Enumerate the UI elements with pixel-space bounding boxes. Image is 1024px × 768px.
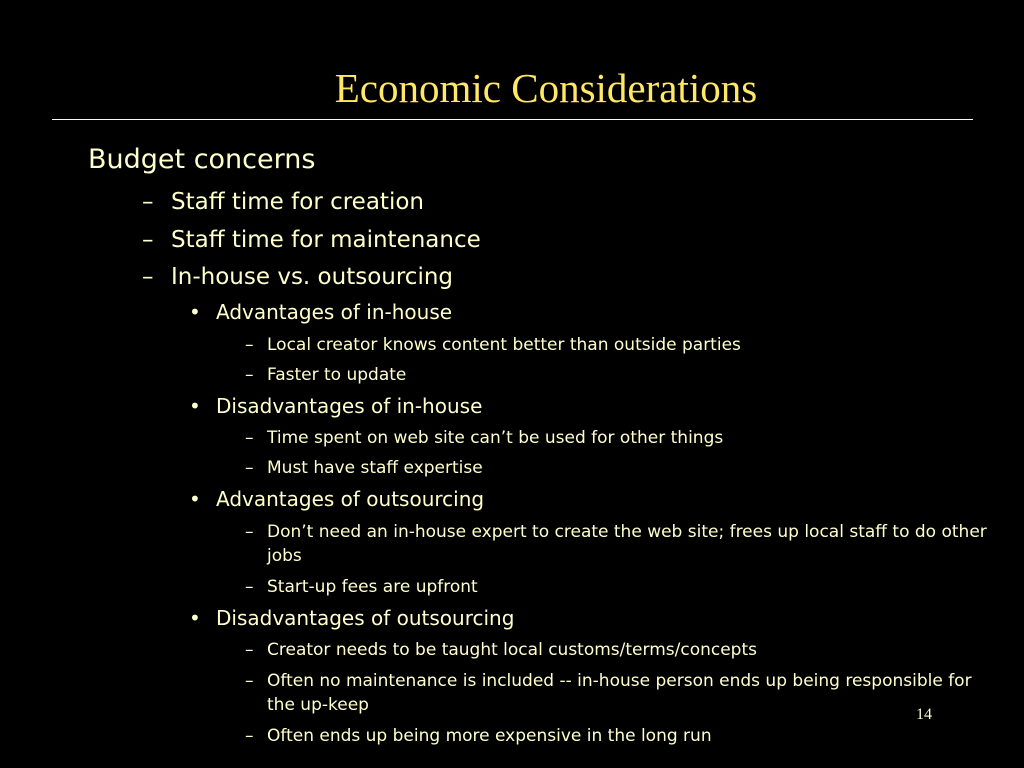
- point-text: Creator needs to be taught local customs/terms/concepts: [267, 640, 757, 660]
- section-advantages-inhouse: [189, 300, 452, 325]
- point-no-maintenance: [245, 669, 997, 717]
- point-text: Start-up fees are upfront: [267, 577, 478, 597]
- point-staff-expertise: [245, 456, 483, 480]
- point-text: Faster to update: [267, 365, 407, 385]
- section-disadvantages-outsourcing: [189, 606, 514, 631]
- dash-marker: –: [142, 227, 154, 253]
- point-text: Often no maintenance is included -- in-house person ends up being responsible for the up-keep: [267, 671, 972, 715]
- subbullet-text: Staff time for creation: [171, 189, 424, 215]
- point-more-expensive: [245, 724, 712, 748]
- subbullet-inhouse-vs-outsourcing: [142, 263, 453, 291]
- subbullet-text: Staff time for maintenance: [171, 227, 481, 253]
- point-text: Must have staff expertise: [267, 458, 483, 478]
- dash-marker: –: [245, 640, 254, 660]
- bullet-dot-icon: •: [189, 300, 201, 324]
- dash-marker: –: [245, 726, 254, 746]
- bullet-text: Budget concerns: [88, 144, 316, 175]
- dash-marker: –: [245, 577, 254, 597]
- point-text: Time spent on web site can’t be used for other things: [267, 428, 724, 448]
- subbullet-staff-time-maintenance: [142, 226, 481, 254]
- section-advantages-outsourcing: [189, 487, 484, 512]
- point-local-creator: [245, 333, 741, 357]
- section-heading: Disadvantages of outsourcing: [216, 606, 515, 630]
- title-divider: [52, 119, 973, 120]
- dash-marker: –: [245, 522, 254, 542]
- point-time-spent: [245, 426, 723, 450]
- dash-marker: –: [245, 428, 254, 448]
- bullet-budget-concerns: [88, 144, 315, 176]
- section-heading: Disadvantages of in-house: [216, 394, 483, 418]
- bullet-dot-icon: •: [189, 606, 201, 630]
- bullet-dot-icon: •: [189, 394, 201, 418]
- point-startup-fees: [245, 575, 478, 599]
- dash-marker: –: [245, 365, 254, 385]
- page-number: 14: [916, 706, 932, 723]
- point-creator-taught: [245, 638, 757, 662]
- bullet-dot-icon: •: [189, 487, 201, 511]
- dash-marker: –: [245, 335, 254, 355]
- subbullet-staff-time-creation: [142, 188, 424, 216]
- dash-marker: –: [245, 458, 254, 478]
- point-text: Often ends up being more expensive in the long run: [267, 726, 712, 746]
- point-text: Don’t need an in-house expert to create the web site; frees up local staff to do other jobs: [267, 522, 987, 566]
- point-faster-update: [245, 363, 406, 387]
- dash-marker: –: [142, 189, 154, 215]
- point-text: Local creator knows content better than outside parties: [267, 335, 741, 355]
- section-disadvantages-inhouse: [189, 394, 482, 419]
- section-heading: Advantages of in-house: [216, 300, 453, 324]
- point-no-inhouse-expert: [245, 520, 997, 568]
- section-heading: Advantages of outsourcing: [216, 487, 485, 511]
- dash-marker: –: [142, 264, 154, 290]
- dash-marker: –: [245, 671, 254, 691]
- subbullet-text: In-house vs. outsourcing: [171, 264, 454, 290]
- slide-title: Economic Considerations: [334, 65, 758, 111]
